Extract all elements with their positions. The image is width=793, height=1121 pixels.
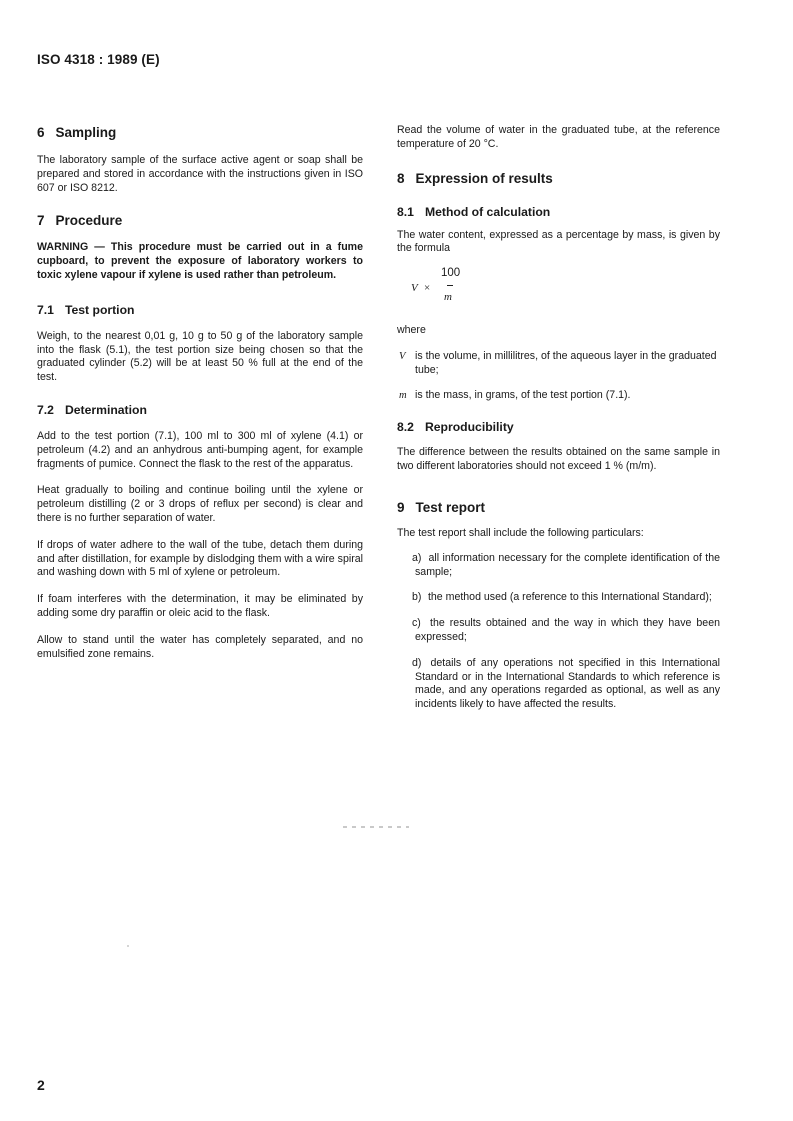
section-6-heading <box>37 124 363 142</box>
section-7-2-heading <box>37 402 363 418</box>
list-item-text: all information necessary for the complete identification of the sample; <box>415 551 720 578</box>
list-item <box>397 552 720 580</box>
determination-paragraph-2: Heat gradually to boiling and continue boiling until the xylene or petroleum distilling (2 or 3 drops of reflux per second) is clear and there is no further separation of water. <box>37 484 363 524</box>
scan-artifact <box>343 826 409 828</box>
section-number: 9 <box>397 499 405 515</box>
read-volume-paragraph: Read the volume of water in the graduated tube, at the reference temperature of 20 °C. <box>397 124 720 150</box>
formula-numerator: 100 <box>441 267 461 280</box>
left-column <box>37 124 363 661</box>
determination-paragraph-5: Allow to stand until the water has completely separated, and no emulsified zone remains. <box>37 633 363 660</box>
section-title: Reproducibility <box>424 420 514 435</box>
formula-times-sign: × <box>424 282 431 295</box>
section-9-heading <box>397 499 720 517</box>
determination-paragraph-3: If drops of water adhere to the wall of the tube, detach them during and after distillation, for example by dislodging them with a wire spiral and washing down with 5 ml of xylene or petroleum. <box>37 538 363 579</box>
sampling-paragraph: The laboratory sample of the surface active agent or soap shall be prepared and stored in accordance with the instructions given in ISO 607 or ISO 8212. <box>37 154 363 194</box>
determination-paragraph-1: Add to the test portion (7.1), 100 ml to 300 ml of xylene (4.1) or petroleum (4.2) and an anhydrous anti-bumping agent, for example fragments of pumice. Connect the flask to the rest of the apparatus. <box>37 429 363 470</box>
section-number: 6 <box>37 125 45 140</box>
section-title: Procedure <box>55 213 123 229</box>
list-item-text: the method used (a reference to this International Standard); <box>427 591 712 604</box>
section-8-2-heading <box>397 419 720 435</box>
test-portion-paragraph: Weigh, to the nearest 0,01 g, 10 g to 50 g of the laboratory sample into the flask (5.1), the test portion size being chosen so that the graduated cylinder (5.2) will be at least 50 % full at the end of the test. <box>37 329 363 384</box>
section-number: 7.2 <box>37 402 54 417</box>
formula-fraction-bar <box>447 285 453 286</box>
section-title: Test portion <box>64 302 135 317</box>
section-number: 8.1 <box>397 204 414 219</box>
warning-paragraph <box>37 241 363 282</box>
list-item-text: details of any operations not specified in this International Standard or in the International Standards to which reference is made, and any operations regarded as optional, as well as any incidents likely to have affected the results. <box>415 656 720 711</box>
warning-text: This procedure must be carried out in a fume cupboard, to prevent the exposure of laboratory workers to toxic xylene vapour if xylene is used rather than petroleum. <box>37 241 363 281</box>
warning-label: WARNING — <box>37 241 105 254</box>
section-number: 8 <box>397 170 405 186</box>
section-7-heading <box>37 212 363 230</box>
list-item-label: a) <box>412 551 422 564</box>
list-item-label: c) <box>412 617 421 630</box>
running-header: ISO 4318 : 1989 (E) <box>37 52 160 67</box>
section-title: Method of calculation <box>424 204 551 219</box>
right-column <box>397 124 720 712</box>
water-content-formula <box>411 266 511 310</box>
section-number: 8.2 <box>397 420 414 435</box>
section-title: Determination <box>64 402 147 417</box>
section-title: Test report <box>415 499 486 515</box>
list-item <box>397 591 720 605</box>
definition-text: is the mass, in grams, of the test portion (7.1). <box>415 388 631 401</box>
definition-m <box>397 389 720 403</box>
formula-denominator: m <box>444 291 452 304</box>
list-item <box>397 617 720 645</box>
section-number: 7.1 <box>37 302 54 317</box>
scan-artifact <box>127 945 129 947</box>
section-number: 7 <box>37 213 45 229</box>
section-title: Sampling <box>55 125 117 140</box>
section-7-1-heading <box>37 302 363 318</box>
where-label: where <box>397 324 426 337</box>
section-8-heading <box>397 170 720 188</box>
section-8-1-heading <box>397 204 720 220</box>
page-number: 2 <box>37 1077 45 1093</box>
reproducibility-paragraph: The difference between the results obtained on the same sample in two different laboratories should not exceed 1 % (m/m). <box>397 446 720 473</box>
formula-volume-symbol: V <box>411 282 418 295</box>
definition-text: is the volume, in millilitres, of the aqueous layer in the graduated tube; <box>415 349 717 376</box>
list-item-label: d) <box>412 656 422 669</box>
determination-paragraph-4: If foam interferes with the determination, it may be eliminated by adding some dry paraffin or oleic acid to the flask. <box>37 593 363 619</box>
test-report-intro: The test report shall include the following particulars: <box>397 526 644 539</box>
definition-symbol: m <box>399 389 407 401</box>
section-title: Expression of results <box>415 170 553 186</box>
list-item-text: the results obtained and the way in which they have been expressed; <box>415 617 720 643</box>
list-item <box>397 657 720 712</box>
list-item-label: b) <box>412 591 422 604</box>
calculation-paragraph: The water content, expressed as a percentage by mass, is given by the formula <box>397 228 720 255</box>
definition-symbol: V <box>399 350 406 362</box>
definition-v <box>397 350 720 378</box>
